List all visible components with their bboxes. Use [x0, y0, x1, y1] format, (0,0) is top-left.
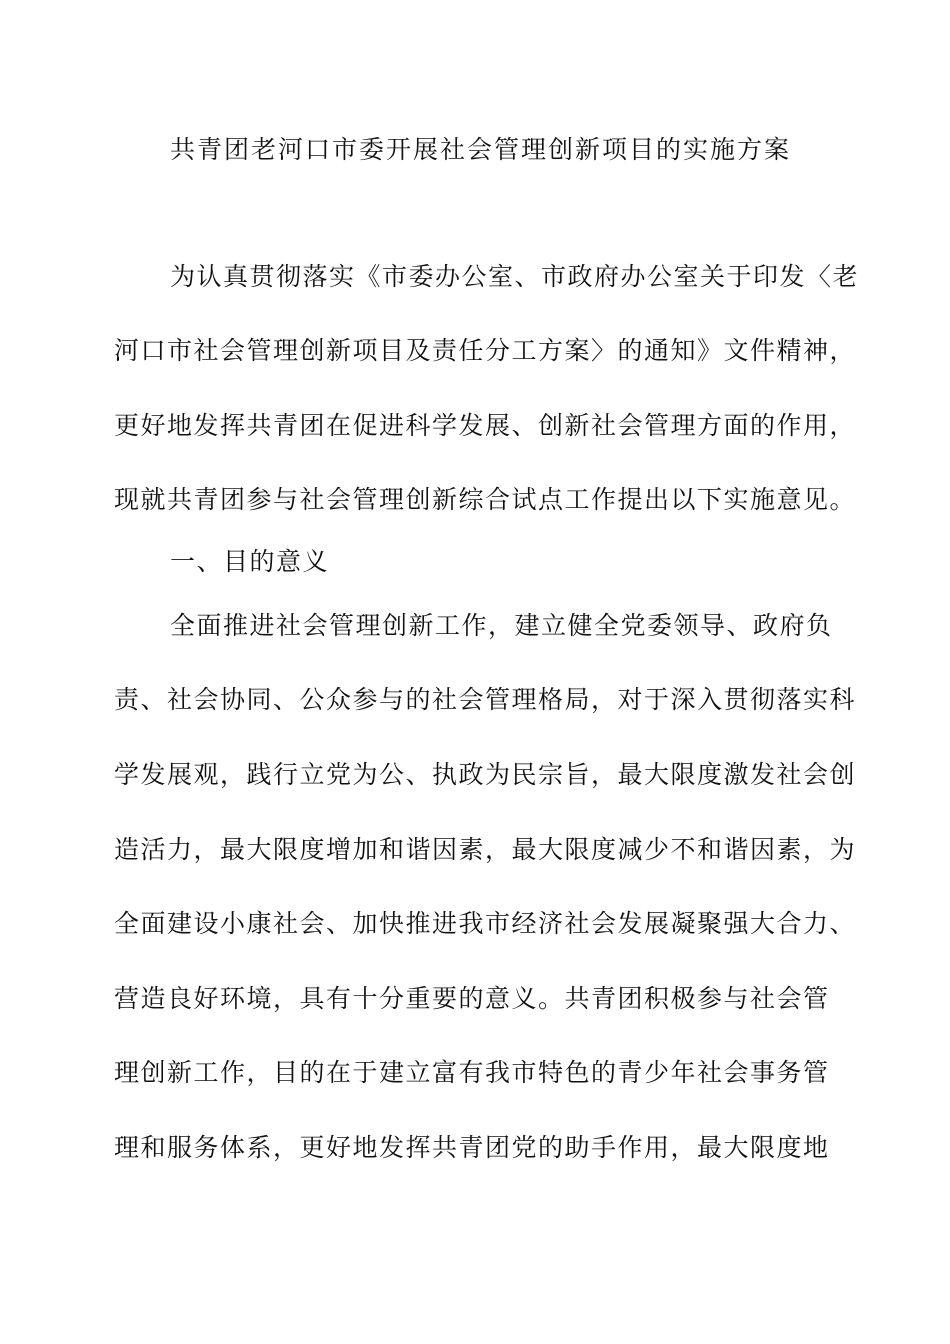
section-heading: 一、目的意义	[170, 547, 330, 576]
paragraph-line: 为认真贯彻落实《市委办公室、市政府办公室关于印发〈老	[170, 262, 860, 291]
document-title: 共青团老河口市委开展社会管理创新项目的实施方案	[170, 135, 792, 164]
paragraph-line: 全面推进社会管理创新工作，建立健全党委领导、政府负	[170, 611, 833, 640]
paragraph-line: 造活力，最大限度增加和谐因素，最大限度减少不和谐因素，为	[114, 835, 857, 864]
paragraph-line: 河口市社会管理创新项目及责任分工方案〉的通知》文件精神，	[114, 336, 857, 365]
paragraph-line: 全面建设小康社会、加快推进我市经济社会发展凝聚强大合力、	[114, 909, 857, 938]
paragraph-line: 责、社会协同、公众参与的社会管理格局，对于深入贯彻落实科	[114, 685, 857, 714]
paragraph-line: 现就共青团参与社会管理创新综合试点工作提出以下实施意见。	[114, 485, 857, 514]
paragraph-line: 理创新工作，目的在于建立富有我市特色的青少年社会事务管	[114, 1058, 830, 1087]
paragraph-line: 学发展观，践行立党为公、执政为民宗旨，最大限度激发社会创	[114, 760, 857, 789]
paragraph-line: 理和服务体系，更好地发挥共青团党的助手作用，最大限度地	[114, 1133, 830, 1162]
paragraph-line: 更好地发挥共青团在促进科学发展、创新社会管理方面的作用，	[114, 411, 857, 440]
paragraph-line: 营造良好环境，具有十分重要的意义。共青团积极参与社会管	[114, 984, 830, 1013]
